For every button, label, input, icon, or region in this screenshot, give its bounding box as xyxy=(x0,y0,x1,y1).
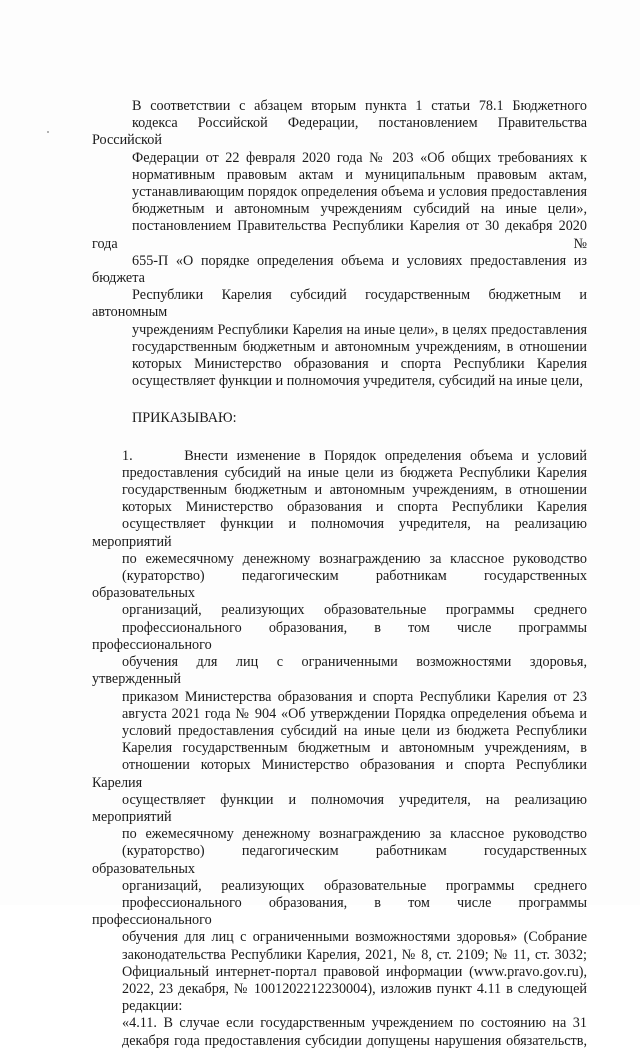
text-line: организаций, реализующих образовательные программы среднего xyxy=(122,877,587,894)
text-line: осуществляет функции и полномочия учредителя, субсидий на иные цели, xyxy=(132,373,583,390)
text-line: профессионального образования, в том числе программы профессионального xyxy=(92,894,587,929)
text-line: устанавливающим порядок определения объема и условия предоставления xyxy=(132,184,587,201)
text-line: по ежемесячному денежному вознаграждению за классное руководство xyxy=(122,550,587,567)
text-line: предоставления субсидий на иные цели из бюджета Республики Карелия xyxy=(122,464,587,481)
text-line: обучения для лиц с ограниченными возможностями здоровья, утвержденный xyxy=(92,654,587,688)
text-line: (кураторство) педагогическим работникам государственных образовательных xyxy=(92,568,587,602)
text-line: осуществляет функции и полномочия учредителя, на реализацию мероприятий xyxy=(92,791,587,825)
text-line: Официальный интернет-портал правовой информации (www.pravo.gov.ru), xyxy=(122,963,587,980)
text-line: приказом Министерства образования и спорта Республики Карелия от 23 xyxy=(122,688,587,705)
text-line: учреждениям Республики Карелия на иные цели», в целях предоставления xyxy=(132,321,587,338)
text-line: которых Министерство образования и спорта Республики Карелия xyxy=(122,499,587,516)
text-line: (кураторство) педагогическим работникам государственных образовательных xyxy=(92,843,587,877)
item-4-11-paragraph xyxy=(92,1015,587,1049)
text-line: условий предоставления субсидий на иные цели из бюджета Республики xyxy=(122,722,587,739)
text-line: Федерации от 22 февраля 2020 года № 203 «Об общих требованиях к xyxy=(132,149,587,166)
text-line: которых Министерство образования и спорта Республики Карелия xyxy=(132,356,587,373)
text-line: обучения для лиц с ограниченными возможностями здоровья» (Собрание xyxy=(122,929,587,946)
text-line: организаций, реализующих образовательные программы среднего xyxy=(122,602,587,619)
text-line: 655-П «О порядке определения объема и условиях предоставления из бюджета xyxy=(92,252,587,287)
text-line: Республики Карелия субсидий государственным бюджетным и автономным xyxy=(92,287,587,321)
order-heading: ПРИКАЗЫВАЮ: xyxy=(132,410,237,427)
document-body xyxy=(92,98,587,1050)
text-line: редакции: xyxy=(122,998,183,1015)
text-line: государственным бюджетным и автономным учреждениям, в отношении xyxy=(132,338,587,355)
text-line: нормативным правовым актам и муниципальным правовым актам, xyxy=(132,166,587,183)
text-line: отношении которых Министерство образования и спорта Республики Карелия xyxy=(92,757,587,791)
text-line: августа 2021 года № 904 «Об утверждении Порядка определения объема и xyxy=(122,705,587,722)
text-line: В соответствии с абзацем вторым пункта 1 статьи 78.1 Бюджетного xyxy=(132,98,587,114)
item-1-paragraph xyxy=(92,448,587,1016)
text-line: Карелия государственным бюджетным и автономным учреждениям, в xyxy=(122,740,587,757)
text-line: 1. Внести изменение в Порядок определения объема и условий xyxy=(122,447,587,464)
text-line: профессионального образования, в том числе программы профессионального xyxy=(92,619,587,653)
text-line: «4.11. В случае если государственным учреждением по состоянию на 31 xyxy=(122,1015,587,1032)
text-line: 2022, 23 декабря, № 1001202212230004), изложив пункт 4.11 в следующей xyxy=(122,980,587,997)
text-line: постановлением Правительства Республики Карелия от 30 декабря 2020 года № xyxy=(92,218,587,252)
text-line: декабря года предоставления субсидии допущены нарушения обязательств, xyxy=(122,1032,587,1049)
text-line: бюджетным и автономным учреждениям субсидий на иные цели», xyxy=(132,201,587,218)
text-line: государственным бюджетным и автономным учреждениям, в отношении xyxy=(122,482,587,499)
text-line: кодекса Российской Федерации, постановлением Правительства Российской xyxy=(92,115,587,149)
intro-paragraph xyxy=(92,98,587,390)
text-line: по ежемесячному денежному вознаграждению за классное руководство xyxy=(122,826,587,843)
text-line: законодательства Республики Карелия, 2021, № 8, ст. 2109; № 11, ст. 3032; xyxy=(122,946,587,963)
scan-speck xyxy=(47,131,49,133)
text-line: осуществляет функции и полномочия учредителя, на реализацию мероприятий xyxy=(92,516,587,550)
